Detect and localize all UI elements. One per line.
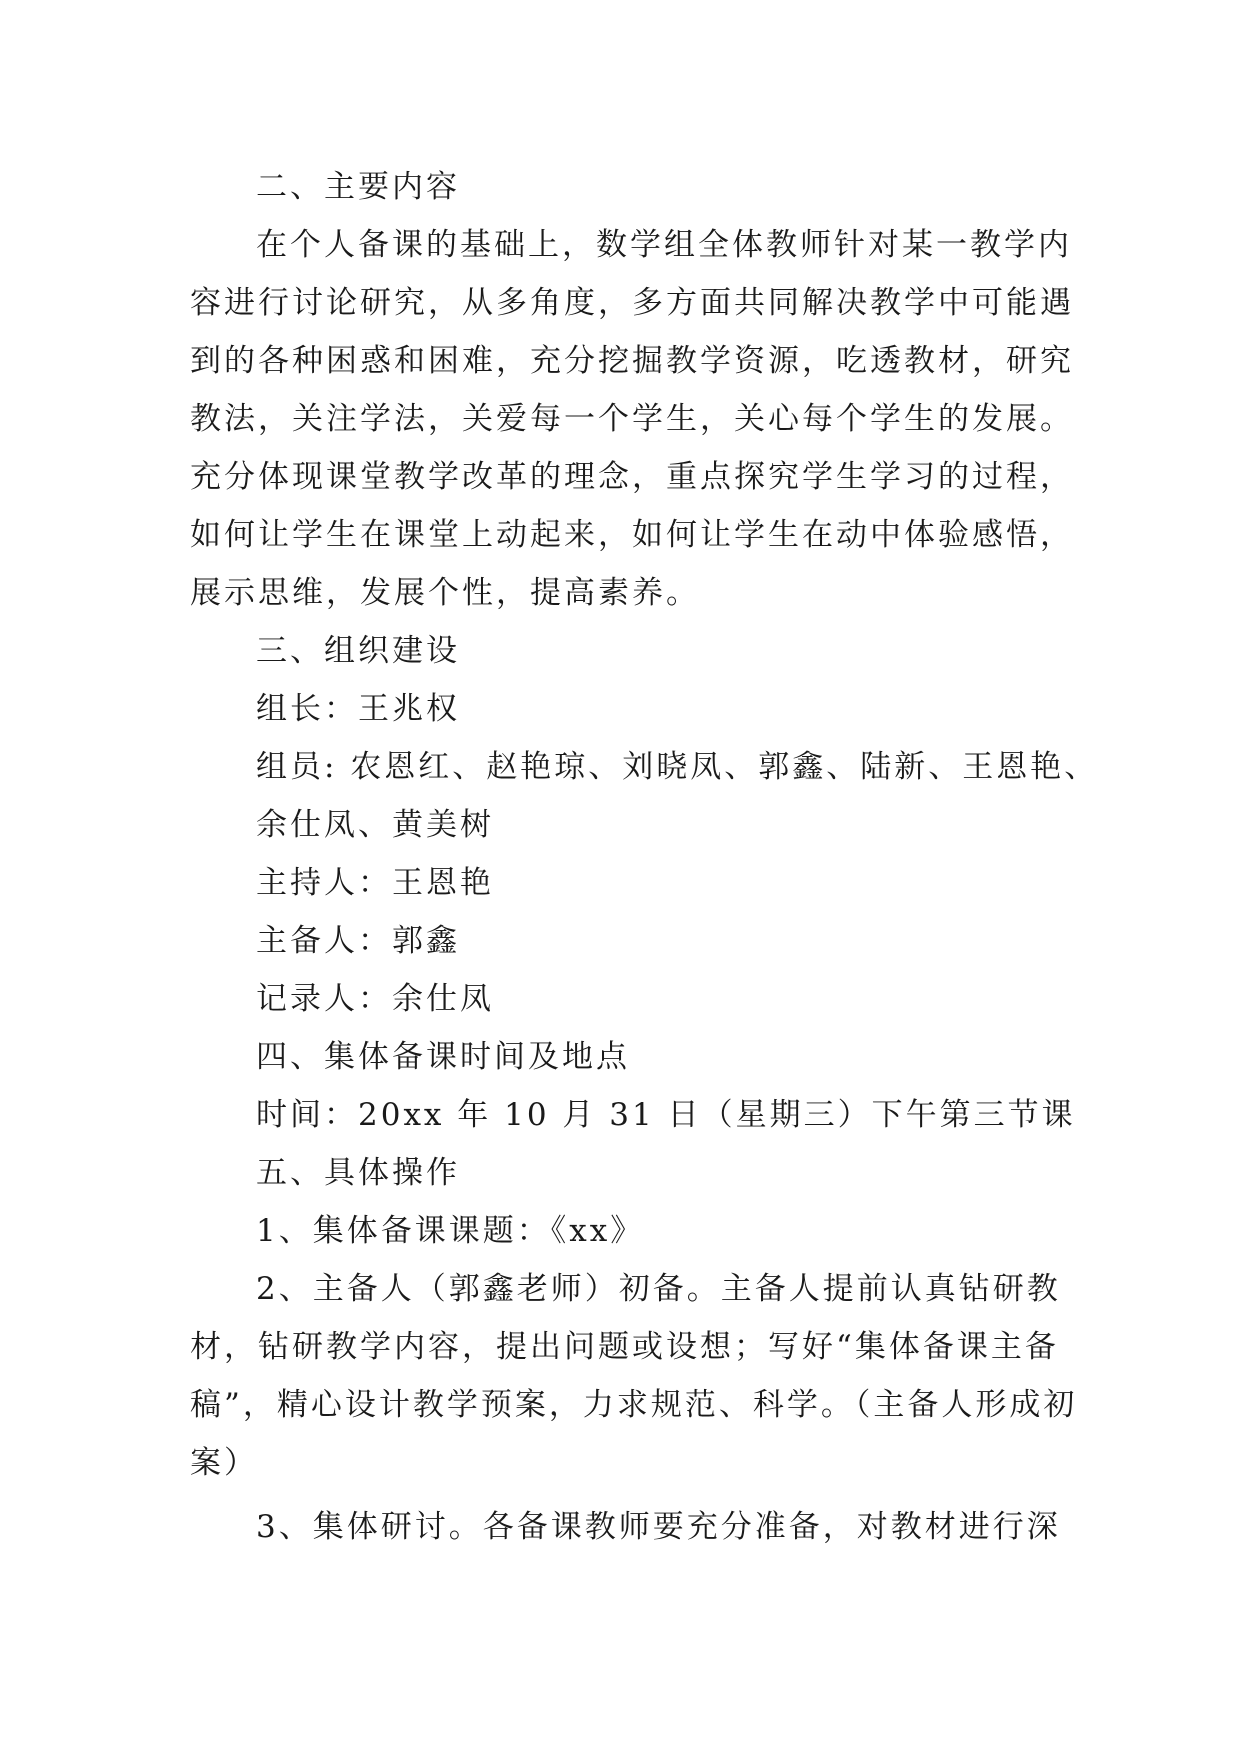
paragraph-line: 稿”，精心设计教学预案，力求规范、科学。（主备人形成初 bbox=[190, 1387, 1078, 1423]
paragraph-line: 充分体现课堂教学改革的理念，重点探究学生学习的过程， bbox=[190, 459, 1074, 495]
paragraph-line: 展示思维，发展个性，提高素养。 bbox=[190, 575, 700, 611]
paragraph-line: 3、集体研讨。各备课教师要充分准备，对教材进行深 bbox=[256, 1509, 1061, 1545]
section-heading-operations: 五、具体操作 bbox=[256, 1155, 460, 1191]
host: 主持人：王恩艳 bbox=[256, 865, 494, 901]
group-members: 组员: 农恩红、赵艳琼、刘晓凤、郭鑫、陆新、王恩艳、 bbox=[256, 749, 1099, 785]
section-heading-main-content: 二、主要内容 bbox=[256, 169, 460, 205]
document-body bbox=[190, 158, 1099, 1556]
paragraph-line: 教法，关注学法，关爱每一个学生，关心每个学生的发展。 bbox=[190, 401, 1074, 437]
paragraph-line: 案） bbox=[190, 1445, 258, 1481]
group-leader: 组长：王兆权 bbox=[256, 691, 460, 727]
paragraph-line: 容进行讨论研究，从多角度，多方面共同解决教学中可能遇 bbox=[190, 285, 1074, 321]
meeting-time: 时间：20xx 年 10 月 31 日（星期三）下午第三节课 bbox=[256, 1097, 1076, 1133]
paragraph-line: 如何让学生在课堂上动起来，如何让学生在动中体验感悟， bbox=[190, 517, 1074, 553]
section-heading-time-place: 四、集体备课时间及地点 bbox=[256, 1039, 630, 1075]
main-preparer: 主备人：郭鑫 bbox=[256, 923, 460, 959]
paragraph-line: 在个人备课的基础上，数学组全体教师针对某一教学内 bbox=[256, 227, 1072, 263]
paragraph-line: 到的各种困惑和困难，充分挖掘教学资源，吃透教材，研究 bbox=[190, 343, 1074, 379]
group-members-continued: 余仕凤、黄美树 bbox=[256, 807, 494, 843]
section-heading-organization: 三、组织建设 bbox=[256, 633, 460, 669]
lesson-topic: 1、集体备课课题：《xx》 bbox=[256, 1213, 645, 1249]
paragraph-line: 材，钻研教学内容，提出问题或设想；写好“集体备课主备 bbox=[190, 1329, 1059, 1365]
paragraph-line: 2、主备人（郭鑫老师）初备。主备人提前认真钻研教 bbox=[256, 1271, 1061, 1307]
recorder: 记录人：余仕凤 bbox=[256, 981, 494, 1017]
